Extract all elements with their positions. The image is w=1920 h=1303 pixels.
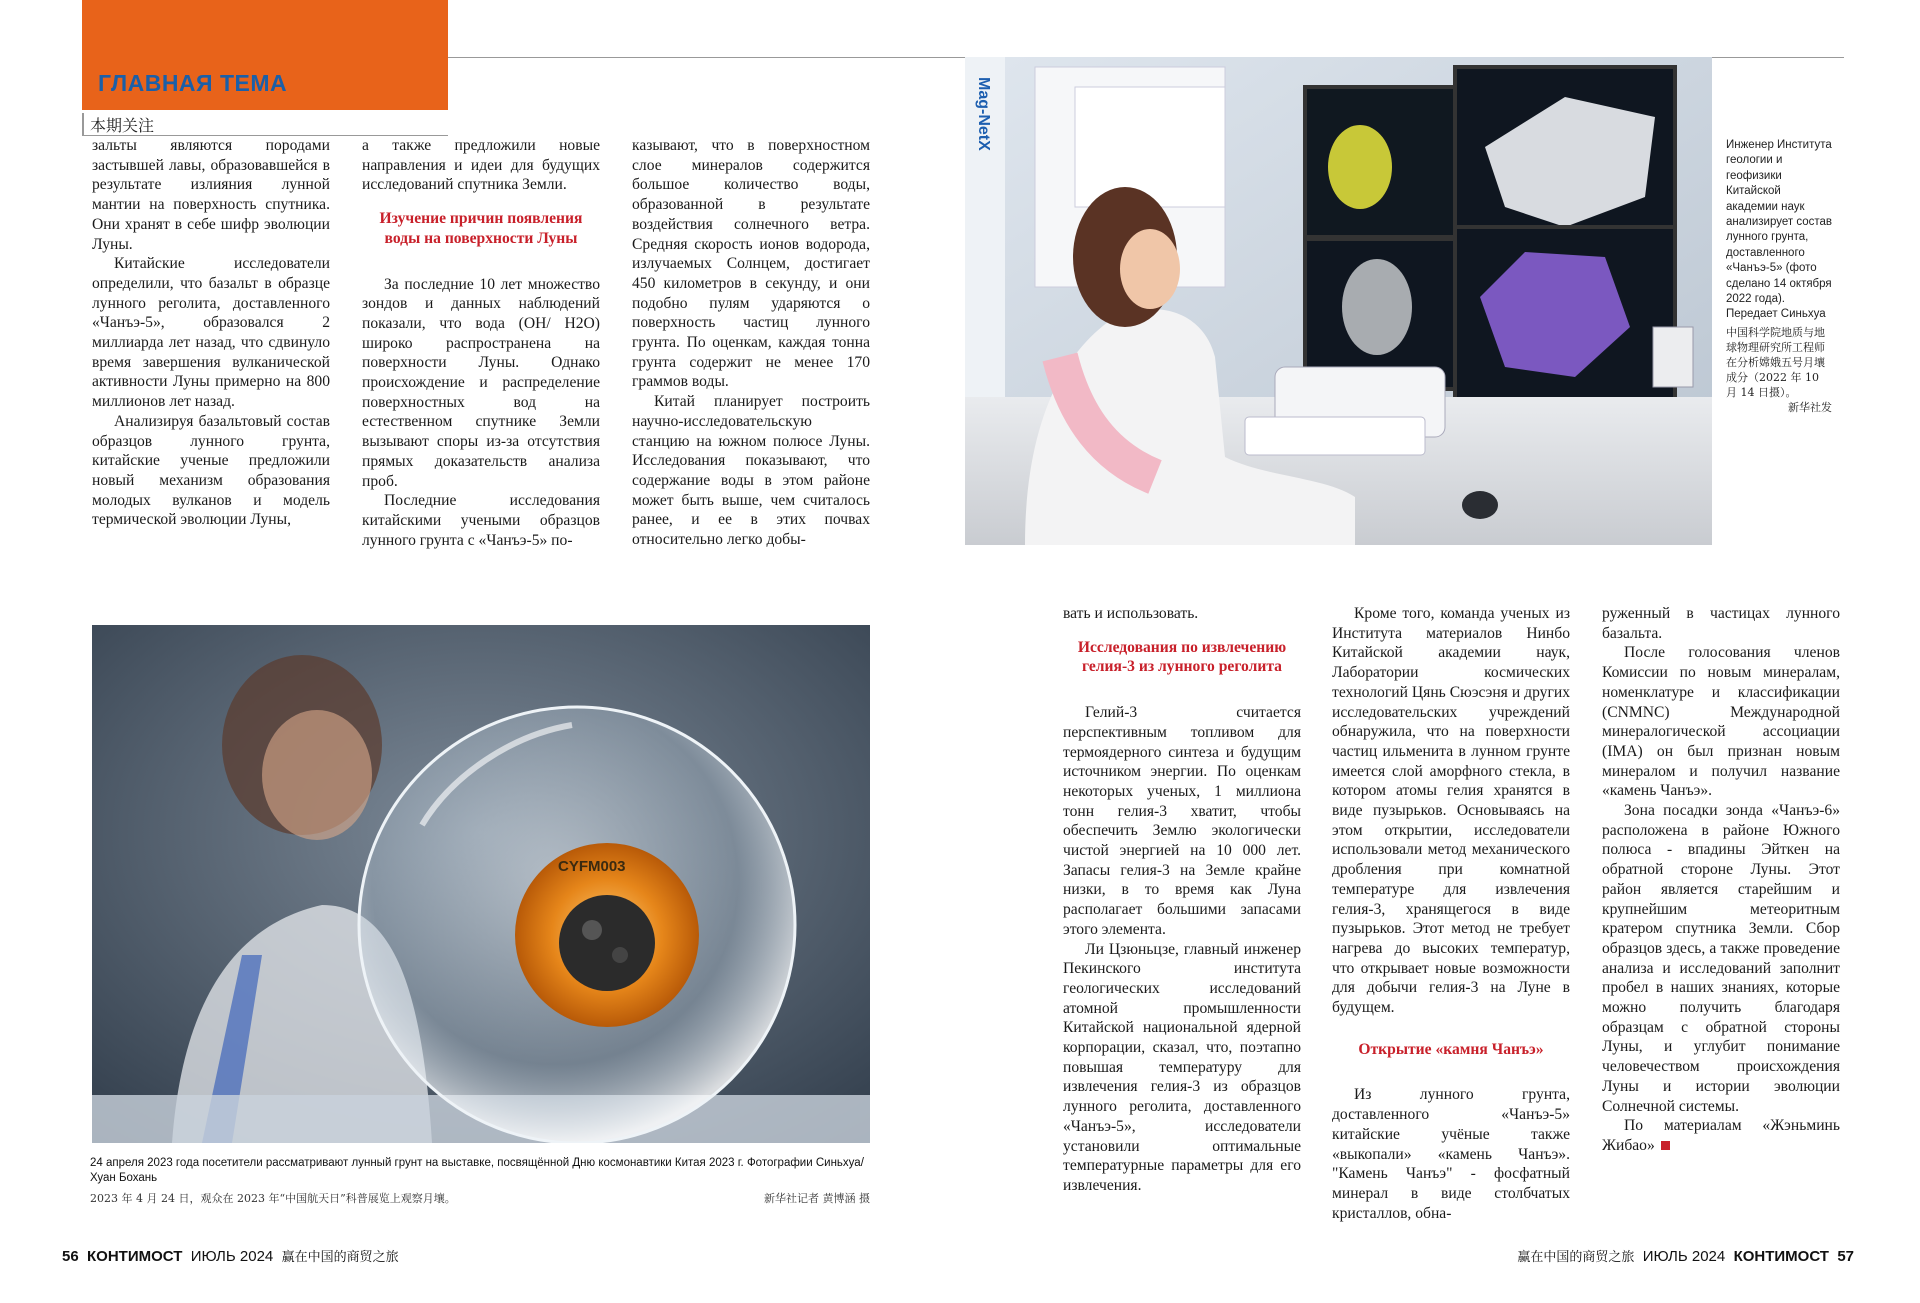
- paragraph: а также предложили новые направления и идеи для будущих исследований спутника Земли.: [362, 137, 600, 194]
- paragraph: зальты являются породами застывшей лавы, образовавшейся в результате излияния лунной мантии на поверхность спутника. Они хранят в себе шифр эволюции Луны.: [92, 137, 330, 253]
- paragraph: руженный в частицах лунного базальта.: [1602, 605, 1840, 642]
- text-column-4: [1063, 604, 1301, 1196]
- subheading: Открытие «камня Чанъэ»: [1358, 1040, 1544, 1058]
- issue-date-right: ИЮЛЬ 2024: [1642, 1248, 1726, 1265]
- photo-lunar-sample: [92, 625, 870, 1143]
- paragraph: Зона посадки зонда «Чанъэ-6» расположена в районе Южного полюса - впадины Эйткен на обратной стороне Луны. Этот район является старейшим и крупнейшим метеоритным кратером спутника Земли. Сбор образцов здесь, а также проведение анализа и исследований заполнит пробел в наших знаниях, которые можно получить благодаря образцам с обратной стороны Луны, и углубит понимание человечеством происхождения Луны и истории эволюции Солнечной системы.: [1602, 802, 1840, 1115]
- subheading: Исследования по извлечению гелия-3 из лунного реголита: [1077, 638, 1287, 676]
- paragraph: Кроме того, команда ученых из Института материалов Нинбо Китайской академии наук, Лаборатории космических технологий Цянь Сюэсэня и других исследовательских учреждений обнаружила, что на поверхности частиц ильменита в лунном грунте имеется слой аморфного стекла, в котором атомы гелия хранятся в виде пузырьков. Основываясь на этом открытии, исследователи использовали метод механического дробления при комнатной температуре для извлечения гелия-3, хранящегося в виде пузырьков. Этот метод не требует нагрева до высоких температур, что открывает новые возможности для добычи гелия-3 на Луне в будущем.: [1332, 605, 1570, 1017]
- photo2-credit-cn: 新华社记者 黄博涵 摄: [764, 1192, 870, 1205]
- sample-label: CYFM003: [558, 858, 626, 875]
- paragraph: Из лунного грунта, доставленного «Чанъэ-5» китайские учёные также «выкопали» «камень Чанъэ». "Камень Чанъэ" - фосфатный минерал в виде столбчатых кристаллов, обна-: [1332, 1086, 1570, 1222]
- issue-date-left: ИЮЛЬ 2024: [190, 1248, 274, 1265]
- slogan-left: 赢在中国的商贸之旅: [281, 1250, 399, 1265]
- source-credit: По материалам «Жэньминь Жибао»: [1602, 1117, 1840, 1154]
- paragraph: Китай планирует построить научно-исследовательскую станцию на южном полюсе Луны. Исследования показывают, что содержание воды в этом районе может быть выше, чем считалось ранее, и ее в этих почвах относительно легко добы-: [632, 393, 870, 549]
- paragraph: Китайские исследователи определили, что базальт в образце лунного реголита, доставленного «Чанъэ-5», образовался 2 миллиарда лет назад, что сдвинуло время завершения вулканической активности Луны примерно на 800 миллионов лет назад.: [92, 255, 330, 411]
- paragraph: Последние исследования китайскими учеными образцов лунного грунта с «Чанъэ-5» по-: [362, 492, 600, 549]
- photo1-credit-cn: 新华社发: [1788, 400, 1832, 414]
- paragraph: вать и использовать.: [1063, 605, 1199, 622]
- subheading: Изучение причин появления воды на поверхности Луны: [379, 210, 583, 247]
- footer-left: [62, 1246, 399, 1265]
- page-number-left: 56: [62, 1248, 79, 1265]
- text-column-5: [1332, 604, 1570, 1223]
- paragraph: казывают, что в поверхностном слое минералов содержится большое количество воды, образованной в результате воздействия солнечного ветра. Средняя скорость ионов водорода, излучаемых Солнцем, достигает 450 километров в секунду, и они подобно пулям ударяются о поверхность частиц лунного грунта. По оценкам, каждая тонна грунта содержит не менее 170 граммов воды.: [632, 137, 870, 391]
- photo2-caption-cn: 2023 年 4 月 24 日，观众在 2023 年“中国航天日”科普展览上观察月壤。: [90, 1192, 456, 1205]
- paragraph: После голосования членов Комиссии по новым минералам, номенклатуре и классификации (CNMNC) Международной минералогической ассоциации (IMA) он был признан новым минералом и получил название «камень Чанъэ».: [1602, 644, 1840, 800]
- photo2-caption-ru: 24 апреля 2023 года посетители рассматривают лунный грунт на выставке, посвящённой Дню космонавтики Китая 2023 г. Фотографии Синьхуа/ Хуан Бохань: [90, 1157, 864, 1184]
- text-column-1: [92, 136, 330, 530]
- footer-right: [1517, 1246, 1854, 1265]
- paragraph: Анализируя базальтовый состав образцов лунного грунта, китайские ученые предложили новый механизм образования молодых вулканов и модель термической эволюции Луны,: [92, 412, 330, 529]
- paragraph: Ли Цзюньцзе, главный инженер Пекинского института геологических исследований атомной промышленности Китайской национальной ядерной корпорации, сказал, что, поэтапно повышая температуру для извлечения гелия-3 из образцов лунного реголита, доставленного «Чанъэ-5», исследователи установили оптимальные температурные параметры для его извлечения.: [1063, 940, 1301, 1194]
- photo1-caption: [1726, 138, 1832, 415]
- brand-label: Mag-NetX: [975, 77, 992, 151]
- magazine-brand-right: КОНТИМОСТ: [1733, 1248, 1829, 1265]
- section-title: ГЛАВНАЯ ТЕМА: [98, 70, 288, 96]
- photo1-caption-ru: Инженер Института геологии и геофизики Китайской академии наук анализирует состав лунного грунта, доставленного «Чанъэ-5» (фото сделано 14 октября 2022 года). Передает Синьхуа: [1726, 139, 1833, 321]
- photo1-caption-cn: 中国科学院地质与地球物理研究所工程师在分析嫦娥五号月壤成分（2022 年 10 月 14 日摄）。: [1726, 325, 1825, 399]
- magazine-brand-left: КОНТИМОСТ: [87, 1248, 183, 1265]
- paragraph: За последние 10 лет множество зондов и данных наблюдений показали, что вода (OH/ H2O) широко распространена на поверхности Луны. Однако происхождение и распределение поверхностных вод на естественном спутнике Земли вызывают споры из-за отсутствия прямых доказательств анализа проб.: [362, 275, 600, 490]
- paragraph: Гелий-3 считается перспективным топливом для термоядерного синтеза и будущим источником энергии. По оценкам некоторых ученых, 1 миллиона тонн гелия-3 хватит, чтобы обеспечить Землю экологически чистой энергией на 10 000 лет. Запасы гелия-3 на Земле крайне низки, в то время как Луна располагает большими запасами этого элемента.: [1063, 704, 1301, 938]
- slogan-right: 赢在中国的商贸之旅: [1517, 1250, 1635, 1265]
- end-mark-icon: [1661, 1141, 1670, 1150]
- section-subtitle-cn: 本期关注: [82, 113, 154, 136]
- text-column-2: [362, 136, 600, 550]
- page-number-right: 57: [1837, 1248, 1854, 1265]
- photo2-caption-cn-row: [90, 1190, 870, 1206]
- photo-scientist-lab: [965, 57, 1712, 545]
- text-column-3: [632, 136, 870, 550]
- text-column-6: [1602, 604, 1840, 1156]
